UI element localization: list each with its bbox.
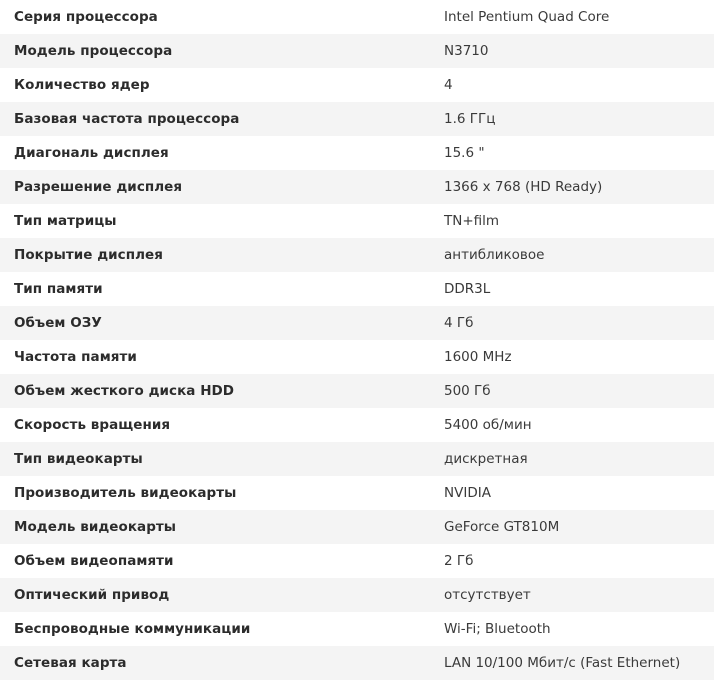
table-row xyxy=(0,272,714,306)
table-row xyxy=(0,476,714,510)
spec-name-cell: Разрешение дисплея xyxy=(14,178,183,195)
spec-name-cell: Частота памяти xyxy=(14,348,137,365)
spec-value-cell: 500 Гб xyxy=(444,382,491,399)
spec-name-cell: Объем жесткого диска HDD xyxy=(14,382,235,399)
spec-name-cell: Тип видеокарты xyxy=(14,450,143,467)
spec-value-cell: Intel Pentium Quad Core xyxy=(444,8,610,25)
spec-value-cell: отсутствует xyxy=(444,586,531,603)
table-row xyxy=(0,612,714,646)
spec-value-cell: 1600 MHz xyxy=(444,348,512,365)
spec-value-cell: NVIDIA xyxy=(444,484,491,501)
table-row xyxy=(0,68,714,102)
spec-value-cell: DDR3L xyxy=(444,280,491,297)
table-row xyxy=(0,510,714,544)
spec-name-cell: Диагональ дисплея xyxy=(14,144,169,161)
spec-name-cell: Серия процессора xyxy=(14,8,158,25)
spec-value-cell: TN+film xyxy=(444,212,500,229)
spec-name-cell: Беспроводные коммуникации xyxy=(14,620,251,637)
table-row xyxy=(0,204,714,238)
table-row xyxy=(0,374,714,408)
spec-value-cell: N3710 xyxy=(444,42,489,59)
spec-name-cell: Оптический привод xyxy=(14,586,170,603)
spec-value-cell: 1.6 ГГц xyxy=(444,110,496,127)
spec-name-cell: Количество ядер xyxy=(14,76,150,93)
spec-name-cell: Тип матрицы xyxy=(14,212,117,229)
table-row xyxy=(0,578,714,612)
table-row xyxy=(0,442,714,476)
spec-value-cell: 15.6 " xyxy=(444,144,485,161)
spec-name-cell: Покрытие дисплея xyxy=(14,246,163,263)
table-row xyxy=(0,340,714,374)
spec-name-cell: Сетевая карта xyxy=(14,654,127,671)
table-row xyxy=(0,238,714,272)
spec-name-cell: Базовая частота процессора xyxy=(14,110,240,127)
spec-value-cell: Wi-Fi; Bluetooth xyxy=(444,620,551,637)
table-row xyxy=(0,170,714,204)
spec-name-cell: Объем ОЗУ xyxy=(14,314,102,331)
spec-value-cell: 1366 x 768 (HD Ready) xyxy=(444,178,603,195)
spec-value-cell: GeForce GT810M xyxy=(444,518,560,535)
table-row xyxy=(0,544,714,578)
table-row xyxy=(0,34,714,68)
spec-name-cell: Модель видеокарты xyxy=(14,518,177,535)
spec-value-cell: дискретная xyxy=(444,450,528,467)
spec-value-cell: 2 Гб xyxy=(444,552,474,569)
table-row xyxy=(0,306,714,340)
spec-name-cell: Скорость вращения xyxy=(14,416,171,433)
spec-value-cell: 4 Гб xyxy=(444,314,474,331)
spec-value-cell: 5400 об/мин xyxy=(444,416,532,433)
table-row xyxy=(0,136,714,170)
spec-value-cell: LAN 10/100 Мбит/с (Fast Ethernet) xyxy=(444,654,681,671)
spec-name-cell: Производитель видеокарты xyxy=(14,484,237,501)
table-row xyxy=(0,408,714,442)
spec-name-cell: Объем видеопамяти xyxy=(14,552,174,569)
table-row xyxy=(0,646,714,680)
spec-name-cell: Модель процессора xyxy=(14,42,173,59)
spec-value-cell: 4 xyxy=(444,76,453,93)
table-row xyxy=(0,102,714,136)
table-row xyxy=(0,0,714,34)
spec-name-cell: Тип памяти xyxy=(14,280,103,297)
spec-value-cell: антибликовое xyxy=(444,246,545,263)
